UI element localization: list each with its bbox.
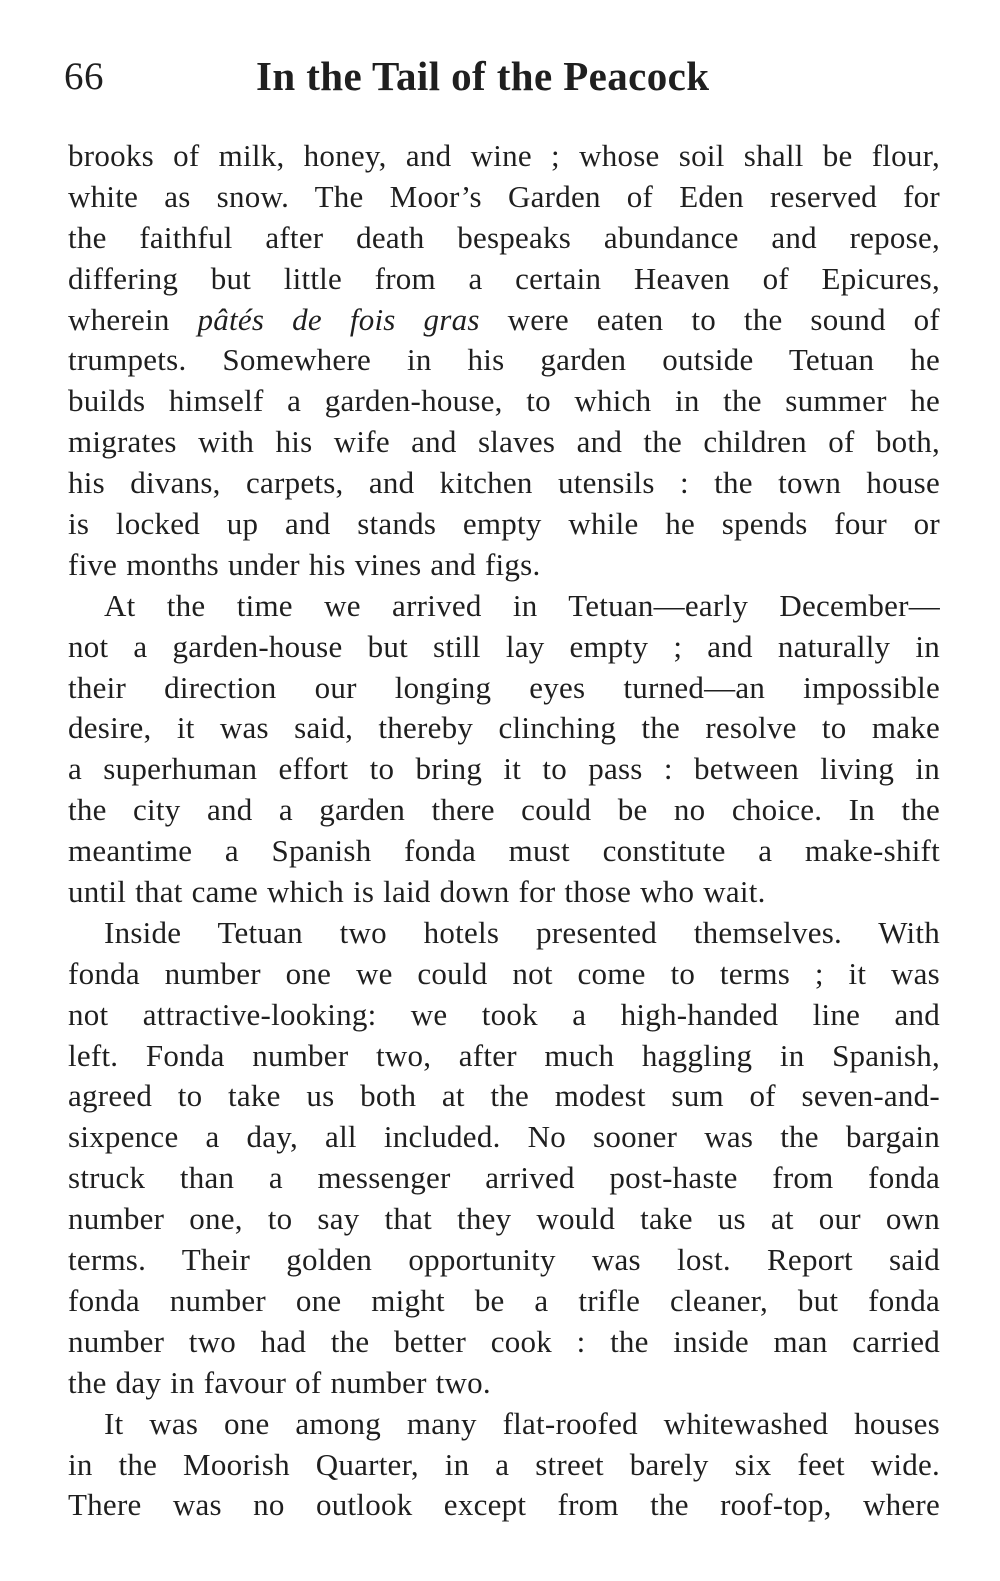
text-line: a superhuman effort to bring it to pass : between living in	[68, 751, 940, 787]
text-line: meantime a Spanish fonda must constitute a make-shift	[68, 833, 940, 869]
paragraph-4	[68, 1404, 940, 1527]
body-text	[68, 136, 940, 1526]
text-line: his divans, carpets, and kitchen utensils : the town house	[68, 465, 940, 501]
page-number: 66	[64, 55, 104, 98]
text-segment: wherein	[68, 301, 198, 337]
text-line: white as snow. The Moor’s Garden of Eden reserved for	[68, 178, 940, 214]
text-line: terms. Their golden opportunity was lost. Report said	[68, 1242, 940, 1278]
italic-phrase: pâtés de fois gras	[197, 301, 480, 337]
text-line: the faithful after death bespeaks abundance and repose,	[68, 219, 940, 255]
paragraph-3	[68, 913, 940, 1404]
paragraph-1	[68, 136, 940, 586]
text-line: At the time we arrived in Tetuan—early December—	[104, 587, 940, 623]
text-line: Inside Tetuan two hotels presented themselves. With	[104, 914, 940, 950]
text-line: desire, it was said, thereby clinching the resolve to make	[68, 710, 940, 746]
text-line: their direction our longing eyes turned—an impossible	[68, 669, 940, 705]
text-line: is locked up and stands empty while he spends four or	[68, 506, 940, 542]
text-line: differing but little from a certain Heaven of Epicures,	[68, 260, 940, 296]
text-line: builds himself a garden-house, to which in the summer he	[68, 383, 940, 419]
text-line: agreed to take us both at the modest sum of seven-and-	[68, 1078, 940, 1114]
text-line: number two had the better cook : the inside man carried	[68, 1323, 940, 1359]
text-line: fonda number one we could not come to terms ; it was	[68, 955, 940, 991]
text-line: in the Moorish Quarter, in a street barely six feet wide.	[68, 1446, 940, 1482]
text-line: sixpence a day, all included. No sooner was the bargain	[68, 1119, 940, 1155]
text-line: migrates with his wife and slaves and the children of both,	[68, 424, 940, 460]
text-line: trumpets. Somewhere in his garden outside Tetuan he	[68, 342, 940, 378]
text-line: the city and a garden there could be no choice. In the	[68, 792, 940, 828]
text-line: not a garden-house but still lay empty ; and naturally in	[68, 628, 940, 664]
text-segment: were eaten to the sound of	[479, 301, 940, 337]
text-line: not attractive-looking: we took a high-handed line and	[68, 996, 940, 1032]
text-line: It was one among many flat-roofed whitewashed houses	[104, 1405, 940, 1441]
running-head: In the Tail of the Peacock	[256, 53, 710, 99]
paragraph-2	[68, 586, 940, 913]
text-line: left. Fonda number two, after much haggling in Spanish,	[68, 1037, 940, 1073]
text-line	[68, 300, 940, 341]
text-line: fonda number one might be a trifle cleaner, but fonda	[68, 1282, 940, 1318]
text-line: the day in favour of number two.	[68, 1364, 491, 1400]
text-line: until that came which is laid down for those who wait.	[68, 874, 766, 910]
text-line: There was no outlook except from the roof-top, where	[68, 1487, 940, 1523]
text-line: struck than a messenger arrived post-haste from fonda	[68, 1160, 940, 1196]
text-line: brooks of milk, honey, and wine ; whose soil shall be flour,	[68, 138, 940, 173]
text-line: number one, to say that they would take us at our own	[68, 1201, 940, 1237]
text-line: five months under his vines and figs.	[68, 546, 541, 582]
